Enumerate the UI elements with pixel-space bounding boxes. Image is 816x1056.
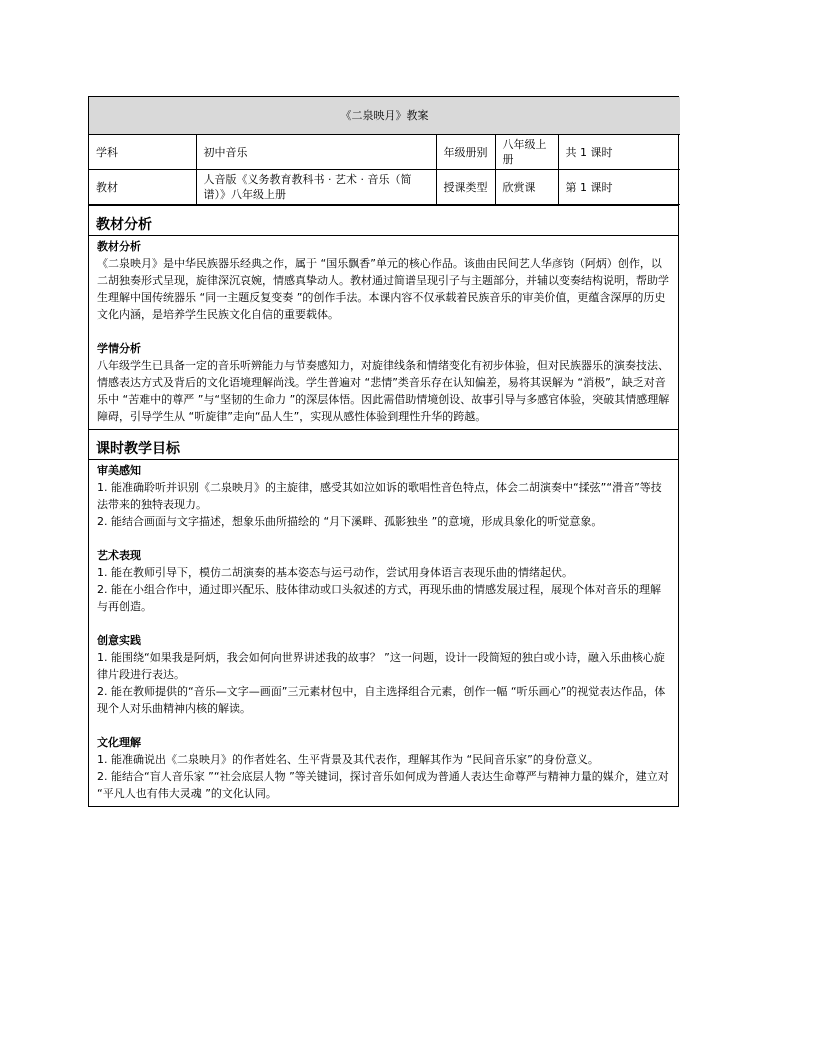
material-title: 教材分析 — [97, 240, 141, 253]
goal-item: 2. 能在小组合作中，通过即兴配乐、肢体律动或口头叙述的方式，再现乐曲的情感发展过程，展现个体对音乐的理解与再创造。 — [97, 583, 661, 613]
hours-value: 共 1 课时 — [558, 135, 680, 170]
material-text: 《二泉映月》是中华民族器乐经典之作，属于 “国乐飘香”单元的核心作品。该曲由民间艺人华彦钧（阿炳）创作，以二胡独奏形式呈现，旋律深沉哀婉，情感真挚动人。教材通过简谱呈现引子与主题部分，并辅以变奏结构说明，帮助学生理解中国传统器乐 “同一主题反复变奏 ”的创作手法。本课内容不仅承载着民族音乐的审美价值，更蕴含深厚的历史文化内涵，是培养学生民族文化自信的重要载体。 — [97, 257, 669, 321]
goal-group-aesthetic — [97, 462, 670, 530]
student-text: 八年级学生已具备一定的音乐听辨能力与节奏感知力，对旋律线条和情绪变化有初步体验，但对民族器乐的演奏技法、情感表达方式及背后的文化语境理解尚浅。学生普遍对 “悲情”类音乐存在认知偏差，易将其误解为 “消极”，缺乏对音乐中 “苦难中的尊严 ”与“坚韧的生命力 ”的深层体悟。因此需借助情境创设、故事引导与多感官体验，突破其情感理解障碍，引导学生从 “听旋律”走向“品人生”，实现从感性体验到理性升华的跨越。 — [97, 359, 670, 423]
goal-item: 1. 能准确聆听并识别《二泉映月》的主旋律，感受其如泣如诉的歌唱性音色特点，体会二胡演奏中“揉弦”“滑音”等技法带来的独特表现力。 — [97, 481, 662, 511]
goal-group-culture — [97, 734, 670, 802]
analysis-body — [89, 235, 678, 429]
goal-item: 1. 能围绕“如果我是阿炳，我会如何向世界讲述我的故事？ ”这一问题，设计一段简短的独白或小诗，融入乐曲核心旋律片段进行表达。 — [97, 651, 665, 681]
analysis-heading: 教材分析 — [89, 205, 678, 235]
goal-item: 2. 能结合“盲人音乐家 ”“社会底层人物 ”等关键词，探讨音乐如何成为普通人表达生命尊严与精神力量的媒介，建立对 “平凡人也有伟大灵魂 ”的文化认同。 — [97, 770, 669, 800]
goal-item: 2. 能在教师提供的“音乐—文字—画面”三元素材包中，自主选择组合元素，创作一幅 “听乐画心”的视觉表达作品，体现个人对乐曲精神内核的解读。 — [97, 685, 666, 715]
grade-label: 年级册别 — [436, 135, 495, 170]
student-title: 学情分析 — [97, 342, 141, 355]
goal-group-creative — [97, 632, 670, 717]
subject-label: 学科 — [89, 135, 196, 170]
textbook-value: 人音版《义务教育教科书 · 艺术 · 音乐（简谱）》八年级上册 — [196, 170, 436, 205]
goal-group-title: 文化理解 — [97, 736, 141, 749]
lesson-plan-sheet — [88, 96, 679, 807]
goal-item: 2. 能结合画面与文字描述，想象乐曲所描绘的 “月下溪畔、孤影独坐 ”的意境，形成具象化的听觉意象。 — [97, 515, 603, 528]
goal-group-title: 创意实践 — [97, 634, 141, 647]
goals-body — [89, 459, 678, 806]
info-table — [89, 97, 680, 205]
page-title: 《二泉映月》教案 — [89, 97, 680, 135]
goal-group-performance — [97, 547, 670, 615]
goal-group-title: 审美感知 — [97, 464, 141, 477]
goal-item: 1. 能准确说出《二泉映月》的作者姓名、生平背景及其代表作，理解其作为 “民间音乐家”的身份意义。 — [97, 753, 599, 766]
grade-value: 八年级上册 — [495, 135, 558, 170]
subject-value: 初中音乐 — [196, 135, 436, 170]
type-label: 授课类型 — [436, 170, 495, 205]
goal-group-title: 艺术表现 — [97, 549, 141, 562]
type-value: 欣赏课 — [495, 170, 558, 205]
goal-item: 1. 能在教师引导下，模仿二胡演奏的基本姿态与运弓动作，尝试用身体语言表现乐曲的情绪起伏。 — [97, 566, 573, 579]
lesson-value: 第 1 课时 — [558, 170, 680, 205]
goals-heading: 课时教学目标 — [89, 429, 678, 459]
textbook-label: 教材 — [89, 170, 196, 205]
